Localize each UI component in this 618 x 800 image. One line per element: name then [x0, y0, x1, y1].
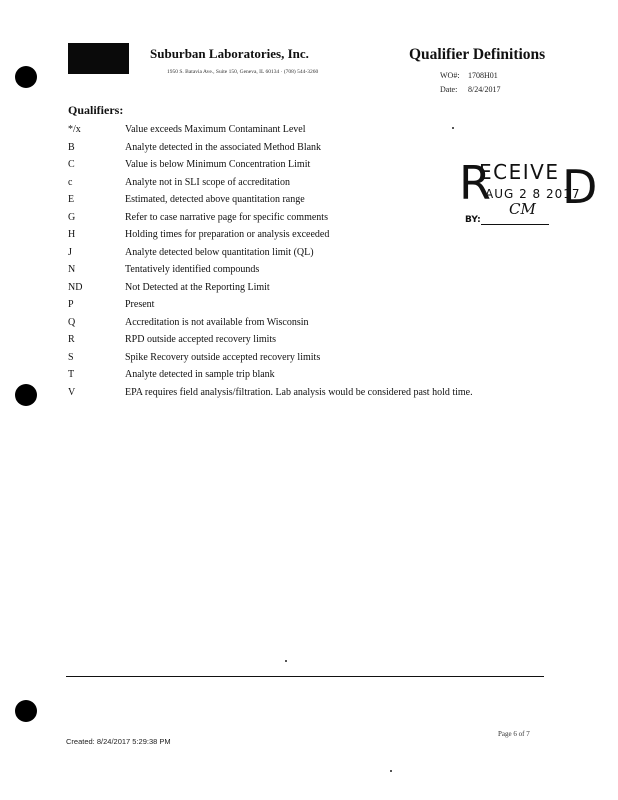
qualifier-list [68, 124, 473, 404]
stamp-by-label: BY: [465, 215, 481, 225]
qualifier-description: RPD outside accepted recovery limits [125, 334, 277, 345]
qualifier-description: Accreditation is not available from Wisconsin [125, 316, 309, 328]
qualifier-description: Not Detected at the Reporting Limit [125, 281, 270, 293]
document-title: Qualifier Definitions [409, 46, 546, 63]
report-date [440, 85, 500, 94]
qualifier-row [68, 124, 473, 142]
qualifier-row [68, 212, 473, 230]
qualifier-row [68, 142, 473, 160]
qualifiers-heading: Qualifiers: [68, 103, 124, 117]
qualifier-code: ND [68, 281, 83, 293]
binder-hole-middle [15, 384, 37, 406]
qualifier-code: N [68, 264, 76, 275]
qualifier-code: S [68, 351, 74, 363]
qualifier-code: V [68, 386, 76, 398]
scan-speck [452, 127, 454, 129]
work-order [440, 71, 498, 80]
qualifier-description: Present [125, 299, 155, 310]
lab-logo [68, 43, 129, 74]
qualifier-description: Value exceeds Maximum Contaminant Level [125, 124, 306, 135]
qualifier-code: H [68, 229, 76, 240]
qualifier-code: E [68, 194, 75, 205]
qualifier-description: Value is below Minimum Concentration Limit [125, 159, 311, 170]
scan-speck [390, 770, 392, 772]
footer-rule [66, 676, 544, 677]
qualifier-row [68, 194, 473, 212]
qualifier-row [68, 299, 473, 317]
qualifier-row [68, 247, 473, 265]
qualifier-code: */x [68, 124, 81, 135]
qualifier-description: Spike Recovery outside accepted recovery limits [125, 351, 321, 363]
received-stamp [459, 156, 598, 228]
qualifier-row [68, 229, 473, 247]
qualifier-row [68, 159, 473, 177]
qualifier-row [68, 282, 473, 300]
created-timestamp: Created: 8/24/2017 5:29:38 PM [66, 737, 171, 746]
qualifier-row [68, 334, 473, 352]
lab-name: Suburban Laboratories, Inc. [150, 46, 309, 61]
qualifier-description: Holding times for preparation or analysis exceeded [125, 229, 330, 240]
qualifier-row [68, 369, 473, 387]
qualifier-code: T [68, 369, 75, 380]
work-order-label: WO#: [440, 71, 460, 80]
qualifier-description: EPA requires field analysis/filtration. Lab analysis would be considered past hold time. [125, 386, 473, 398]
qualifier-row [68, 264, 473, 282]
qualifier-description: Analyte detected in sample trip blank [125, 369, 275, 380]
stamp-date: AUG 2 8 2017 [485, 187, 581, 201]
work-order-value: 1708H01 [468, 71, 498, 80]
report-date-value: 8/24/2017 [468, 85, 501, 94]
qualifier-row [68, 352, 473, 370]
qualifier-code: J [68, 246, 72, 258]
qualifier-description: Estimated, detected above quantitation range [125, 194, 305, 205]
qualifier-code: R [68, 334, 75, 345]
qualifier-description: Refer to case narrative page for specific comments [125, 211, 328, 223]
qualifier-row [68, 317, 473, 335]
qualifier-row [68, 177, 473, 195]
stamp-word: ECEIVE [479, 160, 560, 184]
qualifier-description: Analyte detected below quantitation limit (QL) [125, 246, 314, 258]
page-number: Page 6 of 7 [498, 730, 530, 738]
qualifier-code: B [68, 141, 75, 153]
qualifier-code: P [68, 299, 74, 310]
stamp-letter-d: D [562, 160, 598, 214]
binder-hole-bottom [15, 700, 37, 722]
qualifier-description: Analyte detected in the associated Method Blank [125, 141, 322, 153]
qualifier-row [68, 387, 473, 405]
qualifier-code: C [68, 159, 75, 170]
report-date-label: Date: [440, 85, 458, 94]
stamp-signature-line [481, 224, 549, 225]
scan-speck [285, 660, 287, 662]
stamp-letter-r: R [459, 156, 491, 210]
binder-hole-top [15, 66, 37, 88]
qualifier-code: c [68, 176, 73, 188]
lab-address: 1950 S. Batavia Ave., Suite 150, Geneva, IL 60134 · (708) 544-3260 [167, 69, 319, 75]
qualifier-description: Tentatively identified compounds [125, 264, 260, 275]
qualifier-code: Q [68, 316, 76, 328]
stamp-initials: CM [509, 200, 536, 218]
qualifier-code: G [68, 211, 76, 223]
qualifier-description: Analyte not in SLI scope of accreditation [125, 176, 290, 188]
